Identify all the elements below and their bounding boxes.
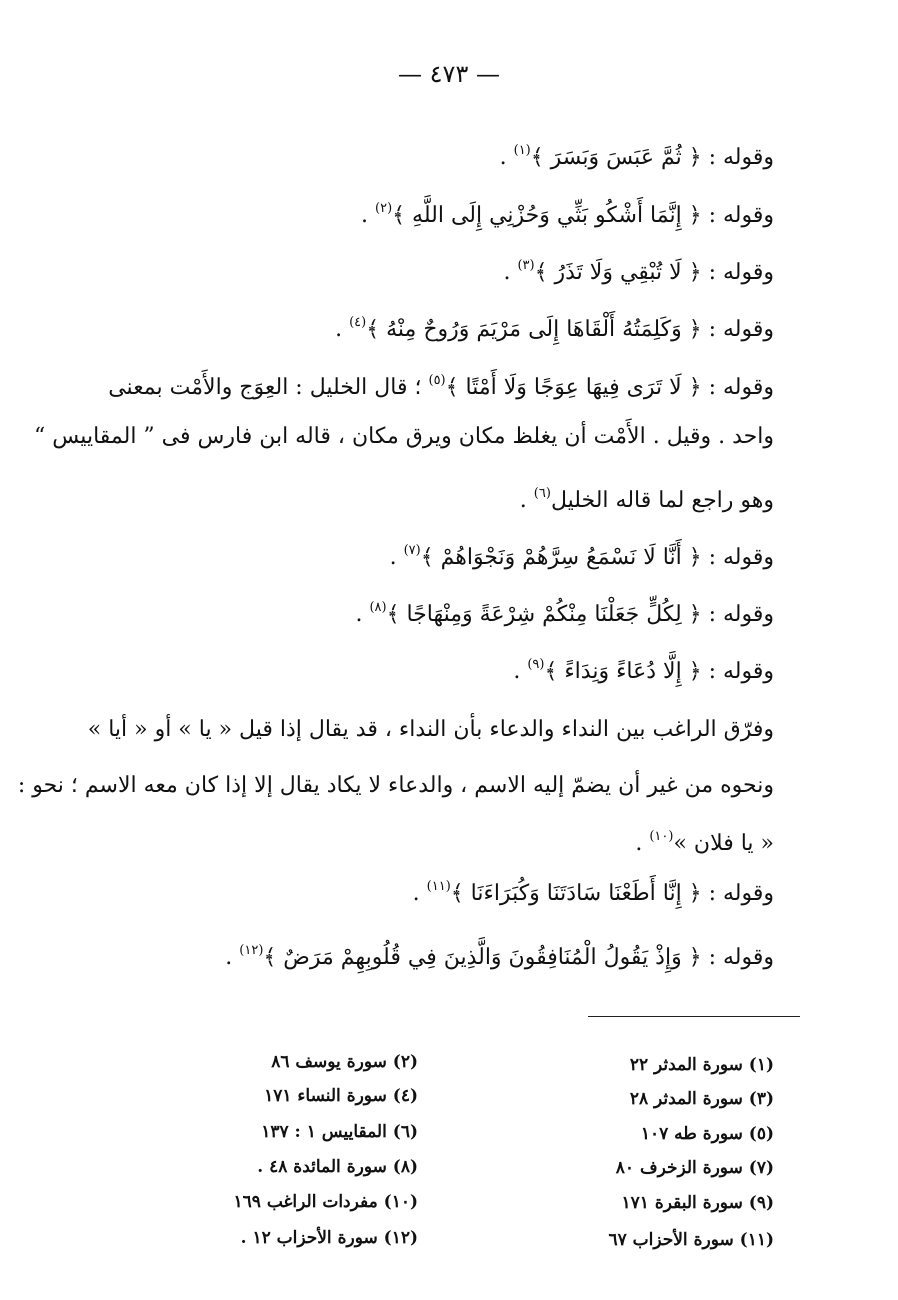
text-line-10 [214,648,774,682]
footnote-8: (٨) سورة المائدة ٤٨ . [257,1157,418,1177]
footnote-ref: (٦) [533,486,551,501]
line-tail: . [412,881,427,906]
footnote-separator [588,1016,800,1017]
footnote-9: (٩) سورة البقرة ١٧١ [621,1193,774,1213]
text-line-15 [134,934,774,968]
text-line-12 [17,769,774,803]
line-text: وقوله : ﴿ إِنَّا أَطَعْنَا سَادَتَنَا وَكُبَرَاءَنَا ﴾ [450,881,774,906]
line-text: وقوله : ﴿ وَإِذْ يَقُولُ الْمُنَافِقُونَ وَالَّذِينَ فِي قُلُوبِهِمْ مَرَضٌ ﴾ [263,945,774,970]
text-line-13 [54,820,774,854]
line-text: وفرّق الراغب بين النداء والدعاء بأن النداء ، قد يقال إذا قيل « يا » أو « أيا » [87,717,774,742]
line-tail: . [499,145,514,170]
line-tail: . [225,945,240,970]
footnote-4: (٤) سورة النساء ١٧١ [264,1086,418,1106]
line-tail: . [519,488,534,513]
footnote-10: (١٠) مفردات الراغب ١٦٩ [233,1192,418,1212]
line-tail: . [513,659,528,684]
footnote-ref: (٥) [428,373,446,388]
line-tail: . [361,203,376,228]
footnote-ref: (٨) [369,600,387,615]
line-tail: . [503,260,518,285]
line-text: وقوله : ﴿ إِنَّمَا أَشْكُو بَثِّي وَحُزْنِي إِلَى اللَّهِ ﴾ [392,203,774,228]
text-line-8 [214,534,774,568]
line-text: وهو راجع لما قاله الخليل [550,488,774,513]
line-text: وقوله : ﴿ ثُمَّ عَبَسَ وَبَسَرَ ﴾ [530,145,774,170]
footnote-6: (٦) المقاييس ١ : ١٣٧ [261,1122,418,1142]
text-line-2 [174,192,774,226]
line-text: وقوله : ﴿ لِكُلٍّ جَعَلْنَا مِنْكُمْ شِرْعَةً وَمِنْهَاجًا ﴾ [386,602,774,627]
footnote-ref: (٢) [375,201,393,216]
footnote-ref: (١١) [426,879,451,894]
footnote-12: (١٢) سورة الأحزاب ١٢ . [240,1228,418,1248]
text-line-3 [214,249,774,283]
line-tail: . [389,545,404,570]
line-text: وقوله : ﴿ لَا تُبْقِي وَلَا تَذَرُ ﴾ [534,260,774,285]
line-text: وقوله : ﴿ وَكَلِمَتُهُ أَلْقَاهَا إِلَى مَرْيَمَ وَرُوحٌ مِنْهُ ﴾ [366,317,774,342]
line-text: « يا فلان » [673,831,774,856]
footnote-3: (٣) سورة المدثر ٢٨ [629,1089,774,1109]
line-text: وقوله : ﴿ أَنَّا لَا نَسْمَعُ سِرَّهُمْ وَنَجْوَاهُمْ ﴾ [420,545,774,570]
footnote-ref: (١) [513,143,531,158]
line-text: ونحوه من غير أن يضمّ إليه الاسم ، والدعاء لا يكاد يقال إلا إذا كان معه الاسم ؛ نحو : [17,773,774,798]
footnote-11: (١١) سورة الأحزاب ٦٧ [608,1230,774,1250]
footnote-ref: (٤) [349,315,367,330]
footnote-1: (١) سورة المدثر ٢٢ [629,1055,774,1075]
line-tail: . [355,602,370,627]
text-line-4 [134,306,774,340]
footnote-7: (٧) سورة الزخرف ٨٠ [615,1158,774,1178]
text-line-6 [34,420,774,454]
footnote-2: (٢) سورة يوسف ٨٦ [271,1052,418,1072]
footnote-5: (٥) سورة طه ١٠٧ [640,1124,774,1144]
line-text: واحد . وقيل . الأَمْت أن يغلظ مكان ويرق مكان ، قاله ابن فارس فى ” المقاييس “ [34,424,774,449]
page-number: — ٤٧٣ — [398,60,500,88]
line-tail: . [635,831,650,856]
line-text: وقوله : ﴿ لَا تَرَى فِيهَا عِوَجًا وَلَا أَمْتًا ﴾ [445,375,774,400]
text-line-14 [214,870,774,904]
footnote-ref: (٧) [403,543,421,558]
text-line-11 [87,713,774,747]
footnote-ref: (١٠) [649,829,674,844]
text-line-1 [214,134,774,168]
text-line-5 [54,364,774,398]
line-tail: ؛ قال الخليل : العِوَج والأَمْت بمعنى [108,375,429,400]
line-text: وقوله : ﴿ إِلَّا دُعَاءً وَنِدَاءً ﴾ [544,659,774,684]
footnote-ref: (٩) [527,657,545,672]
footnote-ref: (١٢) [239,943,264,958]
footnote-ref: (٣) [517,258,535,273]
line-tail: . [335,317,350,342]
text-line-7 [214,477,774,511]
text-line-9 [174,591,774,625]
